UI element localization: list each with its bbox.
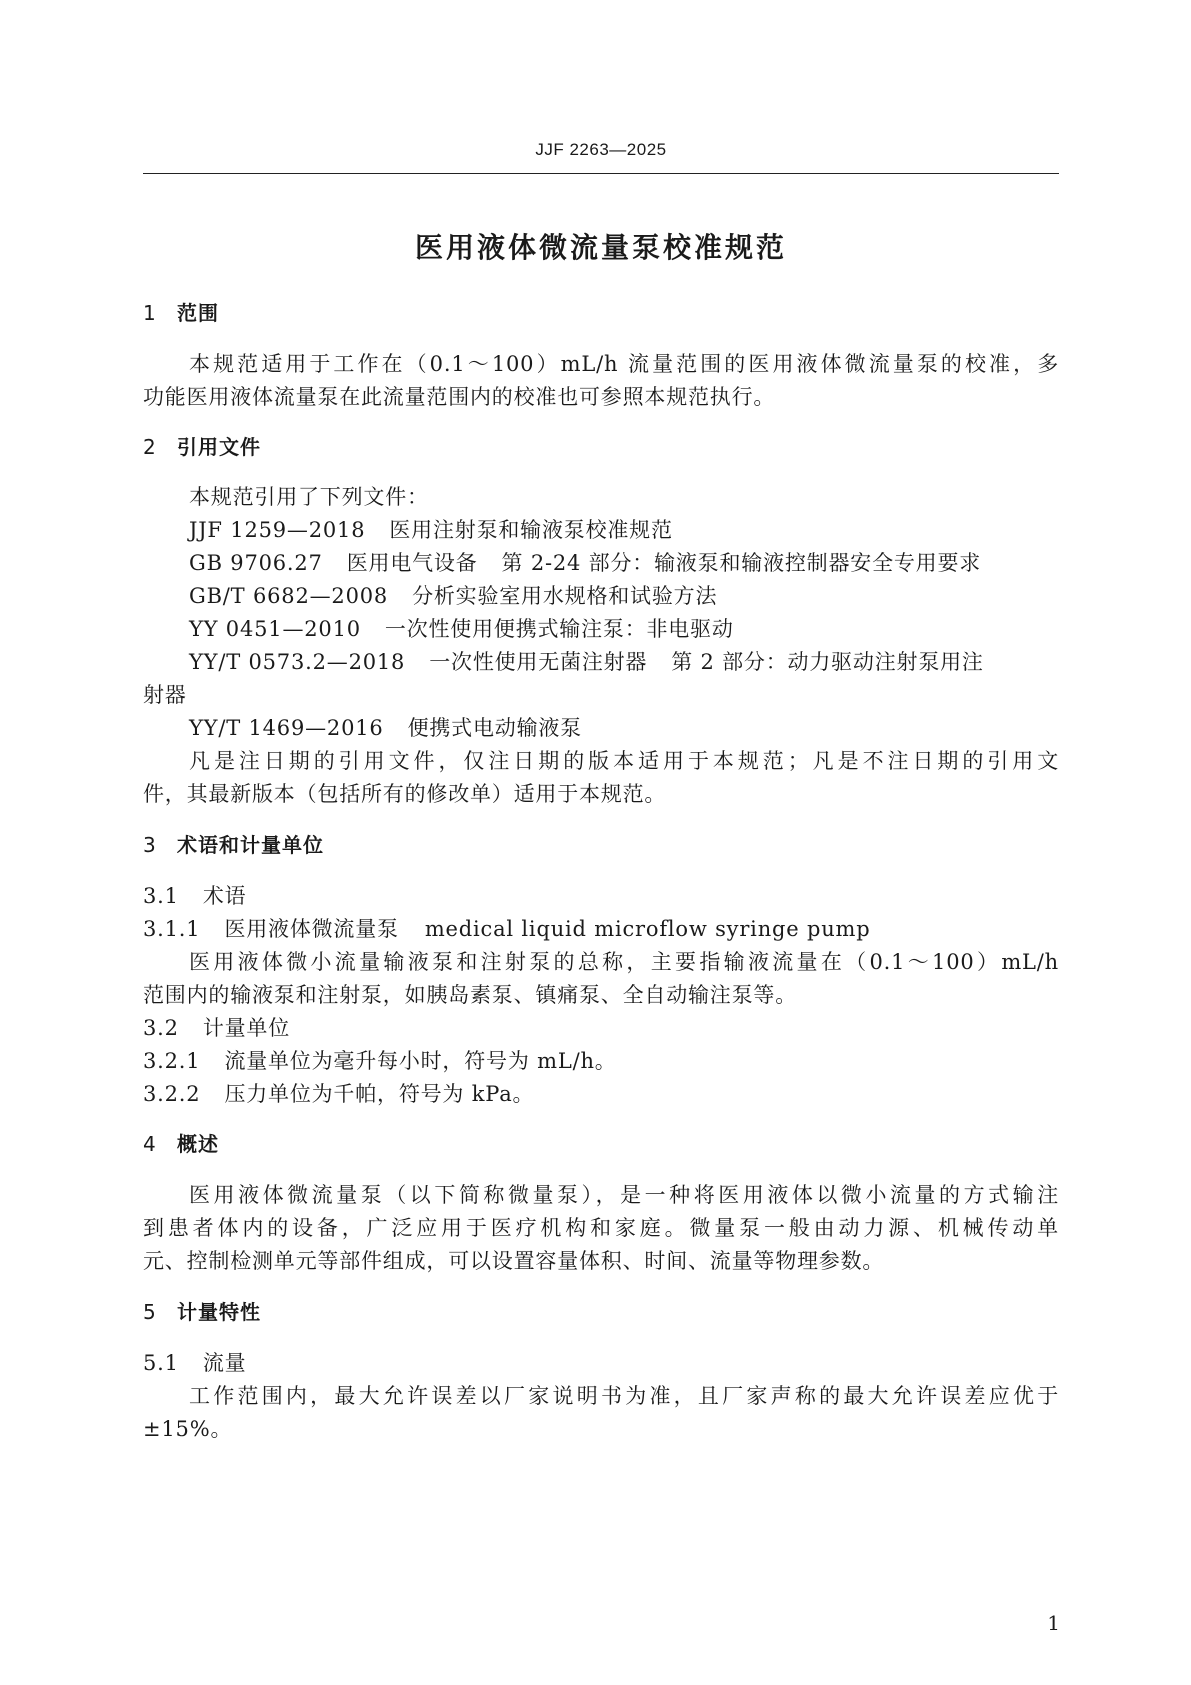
reference-title: 一次性使用无菌注射器 <box>429 650 648 674</box>
reference-part: 第 2 部分：动力驱动注射泵用注 <box>671 650 984 674</box>
reference-code: YY/T 0573.2—2018 <box>189 650 406 674</box>
reference-item <box>189 614 1059 644</box>
section-5-heading <box>143 1297 261 1327</box>
reference-title: 医用注射泵和输液泵校准规范 <box>389 518 673 542</box>
section-5-paragraph-line-1: 工作范围内，最大允许误差以厂家说明书为准，且厂家声称的最大允许误差应优于 <box>189 1384 1059 1408</box>
subsection-3-2 <box>143 1013 1059 1043</box>
reference-code: JJF 1259—2018 <box>189 518 366 542</box>
references-note-line-2: 件，其最新版本（包括所有的修改单）适用于本规范。 <box>143 782 667 806</box>
subsection-3-2-2 <box>143 1079 1059 1109</box>
section-1-paragraph-line-1: 本规范适用于工作在（0.1～100）mL/h 流量范围的医用液体微流量泵的校准，多 <box>189 352 1059 376</box>
term-definition-line-2: 范围内的输液泵和注射泵，如胰岛素泵、镇痛泵、全自动输注泵等。 <box>143 983 797 1007</box>
section-4-paragraph-line-3: 元、控制检测单元等部件组成，可以设置容量体积、时间、流量等物理参数。 <box>143 1249 885 1273</box>
references-note-line-1: 凡是注日期的引用文件，仅注日期的版本适用于本规范；凡是不注日期的引用文 <box>189 749 1059 773</box>
section-4-paragraph-line-1: 医用液体微流量泵（以下简称微量泵），是一种将医用液体以微小流量的方式输注 <box>189 1183 1059 1207</box>
reference-item <box>189 548 1059 578</box>
header-divider <box>143 173 1059 174</box>
subsection-text: 压力单位为千帕，符号为 kPa。 <box>224 1082 535 1106</box>
reference-title: 分析实验室用水规格和试验方法 <box>412 584 718 608</box>
section-title: 计量特性 <box>177 1300 261 1324</box>
reference-code: GB/T 6682—2008 <box>189 584 389 608</box>
section-title: 概述 <box>177 1132 219 1156</box>
reference-item <box>189 647 1059 677</box>
reference-code: YY 0451—2010 <box>189 617 361 641</box>
section-4-paragraph-line-2: 到患者体内的设备，广泛应用于医疗机构和家庭。微量泵一般由动力源、机械传动单 <box>143 1216 1059 1240</box>
section-number: 1 <box>143 301 157 325</box>
standard-code-header: JJF 2263—2025 <box>535 140 667 159</box>
section-1-heading <box>143 298 219 328</box>
reference-title: 便携式电动输液泵 <box>407 716 582 740</box>
section-1-paragraph-line-2: 功能医用液体流量泵在此流量范围内的校准也可参照本规范执行。 <box>143 385 776 409</box>
section-3-heading <box>143 830 324 860</box>
subsection-title: 计量单位 <box>202 1016 291 1040</box>
section-number: 4 <box>143 1132 157 1156</box>
subsection-title: 流量 <box>202 1351 247 1375</box>
section-number: 3 <box>143 833 157 857</box>
reference-part: 第 2-24 部分：输液泵和输液控制器安全专用要求 <box>501 551 982 575</box>
subsection-number: 3.2 <box>143 1016 179 1040</box>
subsection-text: 流量单位为毫升每小时，符号为 mL/h。 <box>224 1049 617 1073</box>
page-number: 1 <box>1047 1611 1060 1635</box>
subsection-number: 5.1 <box>143 1351 179 1375</box>
subsection-title: 术语 <box>202 884 247 908</box>
section-2-heading <box>143 432 261 462</box>
subsection-number: 3.1 <box>143 884 179 908</box>
reference-item <box>189 713 1059 743</box>
section-4-heading <box>143 1129 219 1159</box>
reference-title: 医用电气设备 <box>346 551 478 575</box>
section-title: 引用文件 <box>177 435 261 459</box>
reference-code: GB 9706.27 <box>189 551 323 575</box>
reference-item <box>189 581 1059 611</box>
subsection-3-2-1 <box>143 1046 1059 1076</box>
references-intro: 本规范引用了下列文件： <box>189 485 429 509</box>
subsection-3-1-1 <box>143 914 1059 944</box>
section-number: 5 <box>143 1300 157 1324</box>
term-definition-line-1: 医用液体微小流量输液泵和注射泵的总称，主要指输液流量在（0.1～100）mL/h <box>189 950 1059 974</box>
section-title: 范围 <box>177 301 219 325</box>
subsection-3-1 <box>143 881 1059 911</box>
subsection-number: 3.2.1 <box>143 1049 201 1073</box>
section-number: 2 <box>143 435 157 459</box>
reference-item-continuation: 射器 <box>143 683 187 707</box>
term-en: medical liquid microflow syringe pump <box>424 917 871 941</box>
term-zh: 医用液体微流量泵 <box>224 917 399 941</box>
subsection-number: 3.2.2 <box>143 1082 201 1106</box>
subsection-5-1 <box>143 1348 1059 1378</box>
section-5-paragraph-line-2: ±15%。 <box>143 1417 233 1441</box>
page-title: 医用液体微流量泵校准规范 <box>414 231 787 264</box>
subsection-number: 3.1.1 <box>143 917 201 941</box>
reference-title: 一次性使用便携式输注泵：非电驱动 <box>384 617 734 641</box>
reference-code: YY/T 1469—2016 <box>189 716 384 740</box>
section-title: 术语和计量单位 <box>177 833 324 857</box>
reference-item <box>189 515 1059 545</box>
